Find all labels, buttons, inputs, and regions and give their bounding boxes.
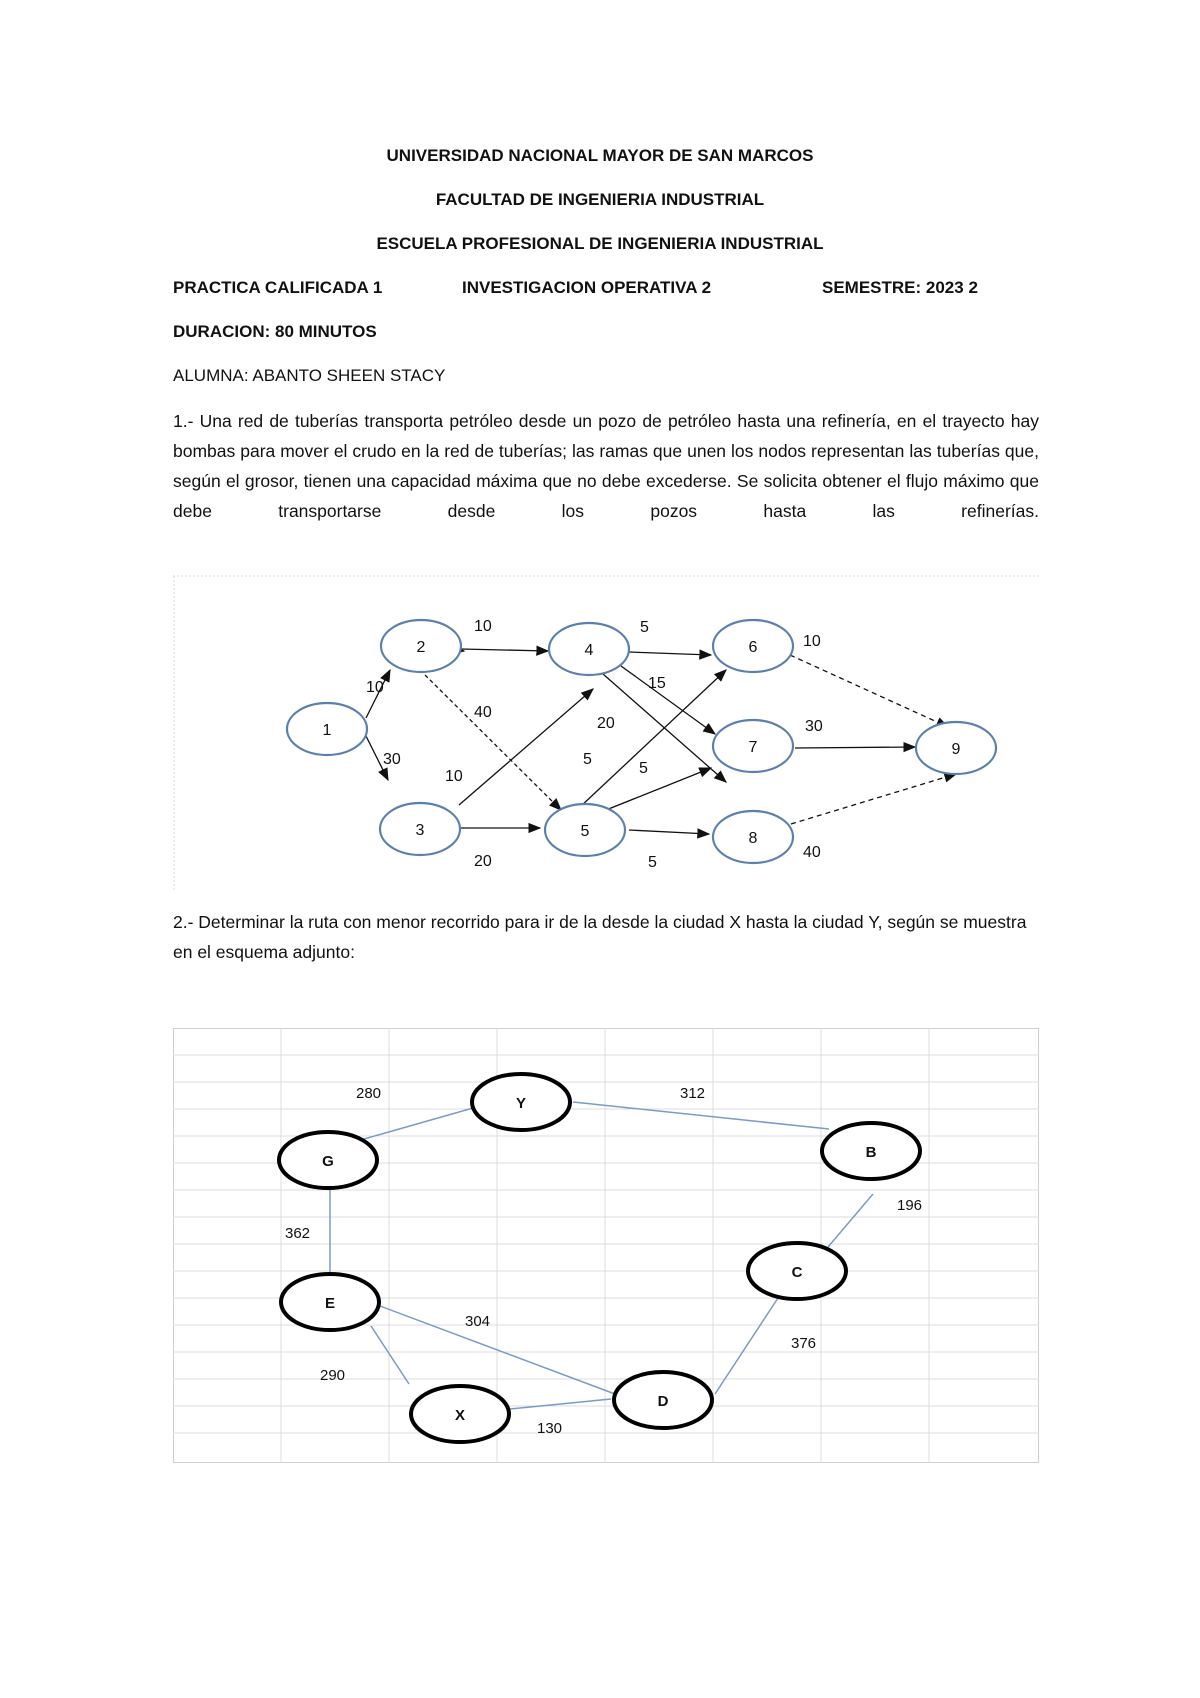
duration-label: DURACION: 80 MINUTOS xyxy=(173,322,377,341)
node-7-label: 7 xyxy=(748,739,758,756)
edge-5-8 xyxy=(629,830,709,834)
dist-B-C: 196 xyxy=(897,1197,923,1214)
pipeline-network-diagram xyxy=(173,574,1039,890)
edge-6-9 xyxy=(790,655,948,727)
cap-2-5: 40 xyxy=(474,704,492,721)
cap-5-8: 5 xyxy=(648,854,657,871)
edge-2-4-line xyxy=(461,649,548,651)
node-4-label: 4 xyxy=(584,642,594,659)
cap-1-2: 10 xyxy=(366,679,384,696)
course-label: INVESTIGACION OPERATIVA 2 xyxy=(462,278,712,297)
node-E-label: E xyxy=(324,1295,336,1312)
faculty-title: FACULTAD DE INGENIERIA INDUSTRIAL xyxy=(435,190,765,209)
node-C-label: C xyxy=(791,1264,803,1281)
node-6-label: 6 xyxy=(748,639,758,656)
node-8-label: 8 xyxy=(748,830,758,847)
cap-4-7: 15 xyxy=(648,675,666,692)
question-1-text: 1.- Una red de tuberías transporta petróleo desde un pozo de petróleo hasta una refinería, en el trayecto hay bombas para mover el crudo en la red de tuberías; las ramas que unen los nodos representan las tuberías que, según el grosor, tienen una capacidad máxima que no debe excederse. Se solicita obtener el flujo máximo que debe transportarse desde los pozos hasta las refinerías. xyxy=(173,411,1039,521)
edge-7-9 xyxy=(795,747,915,748)
question-2-text: 2.- Determinar la ruta con menor recorrido para ir de la desde la ciudad X hasta la ciudad Y, según se muestra en el esquema adjunto: xyxy=(173,912,1027,962)
cap-3-4: 10 xyxy=(445,768,463,785)
edge-4-6 xyxy=(629,652,711,655)
dist-Y-B: 312 xyxy=(680,1085,706,1102)
node-9-label: 9 xyxy=(951,741,961,758)
edge-2-5 xyxy=(420,670,561,810)
cap-1-3: 30 xyxy=(383,751,401,768)
cap-3-5: 20 xyxy=(474,853,492,870)
university-title: UNIVERSIDAD NACIONAL MAYOR DE SAN MARCOS xyxy=(386,146,814,165)
dist-X-D: 130 xyxy=(537,1420,563,1437)
cap-2-4: 10 xyxy=(474,618,492,635)
dist-G-Y: 280 xyxy=(356,1085,382,1102)
practice-label: PRACTICA CALIFICADA 1 xyxy=(173,278,383,297)
node-Y-label: Y xyxy=(515,1095,527,1112)
edge-8-9 xyxy=(791,774,956,824)
node-B-label: B xyxy=(865,1144,877,1161)
node-X-label: X xyxy=(454,1407,466,1424)
dist-C-D: 376 xyxy=(791,1335,817,1352)
semester-label: SEMESTRE: 2023 2 xyxy=(822,278,978,297)
node-G-label: G xyxy=(322,1153,334,1170)
cap-8-9: 40 xyxy=(803,844,821,861)
node-3-label: 3 xyxy=(415,822,425,839)
cap-7-9: 30 xyxy=(805,718,823,735)
node-5-label: 5 xyxy=(580,823,590,840)
shortest-path-diagram xyxy=(173,1028,1039,1463)
school-title: ESCUELA PROFESIONAL DE INGENIERIA INDUSTRIAL xyxy=(376,234,824,253)
dist-E-D: 304 xyxy=(465,1313,491,1330)
cap-5-6: 5 xyxy=(583,751,592,768)
cap-4-8: 20 xyxy=(597,715,615,732)
cap-4-6: 5 xyxy=(640,619,649,636)
cap-6-9: 10 xyxy=(803,633,821,650)
node-D-label: D xyxy=(657,1393,669,1410)
cap-5-7: 5 xyxy=(639,760,648,777)
node-2-label: 2 xyxy=(416,639,426,656)
dist-E-X: 290 xyxy=(320,1367,346,1384)
dist-G-E: 362 xyxy=(285,1225,311,1242)
student-name: ALUMNA: ABANTO SHEEN STACY xyxy=(173,366,446,385)
node-1-label: 1 xyxy=(322,722,332,739)
